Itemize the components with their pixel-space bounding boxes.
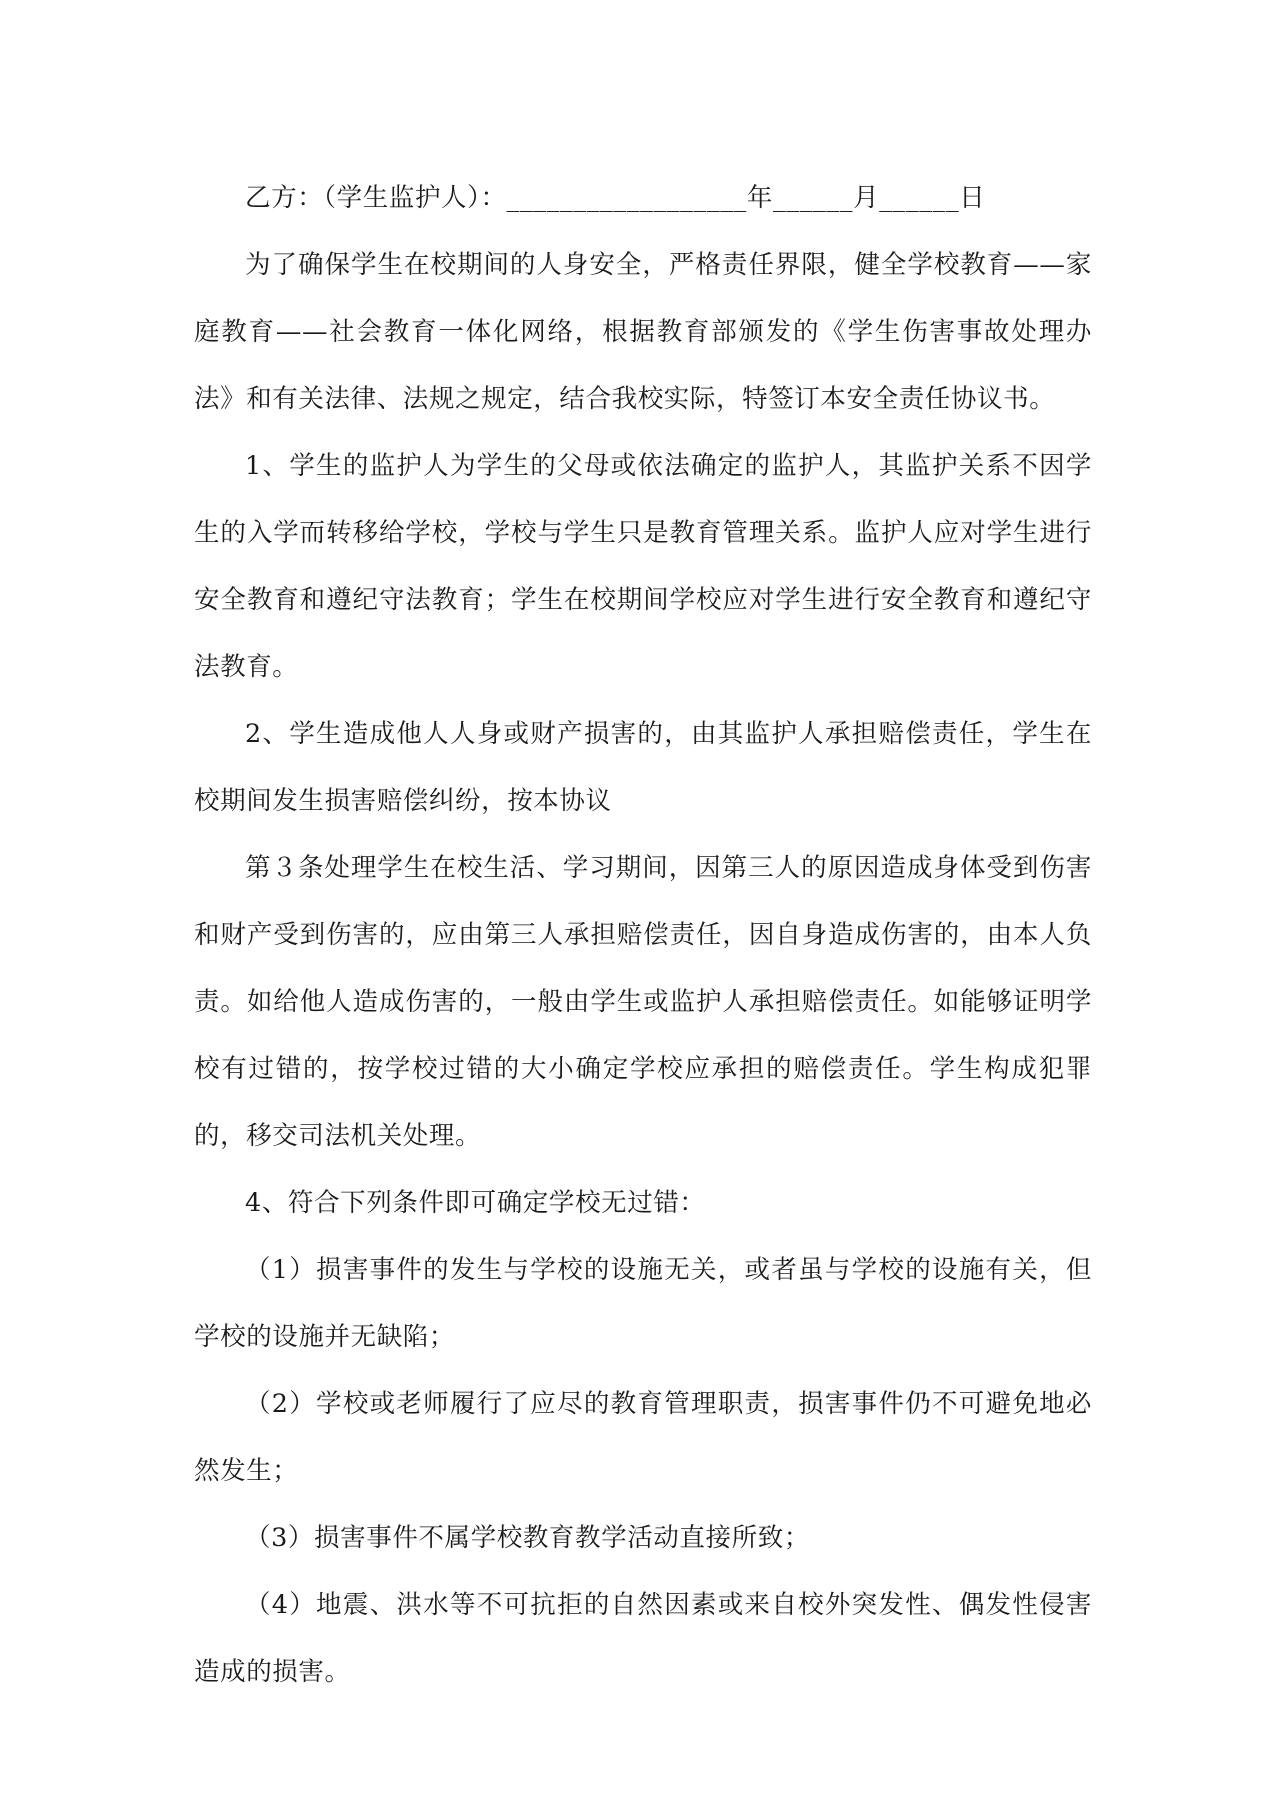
paragraph-clause-4: 4、符合下列条件即可确定学校无过错： bbox=[245, 1188, 706, 1218]
paragraph-clause-3: 第３条处理学生在校生活、学习期间，因第三人的原因造成身体受到伤害和财产受到伤害的，应由第三人承担赔偿责任，因自身造成伤害的，由本人负责。如给他人造成伤害的，一般由学生或监护人承担赔偿责任。如能够证明学校有过错的，按学校过错的大小确定学校应承担的赔偿责任。学生构成犯罪的，移交司法机关处理。 bbox=[194, 853, 1092, 1151]
paragraph-condition-4: （4）地震、洪水等不可抗拒的自然因素或来自校外突发性、偶发性侵害造成的损害。 bbox=[194, 1590, 1092, 1687]
paragraph-intro: 为了确保学生在校期间的人身安全，严格责任界限，健全学校教育——家庭教育——社会教育一体化网络，根据教育部颁发的《学生伤害事故处理办法》和有关法律、法规之规定，结合我校实际，特签订本安全责任协议书。 bbox=[194, 250, 1092, 414]
paragraph-condition-1: （1）损害事件的发生与学校的设施无关，或者虽与学校的设施有关，但学校的设施并无缺陷； bbox=[194, 1255, 1092, 1352]
document-body bbox=[194, 165, 1092, 1706]
paragraph-condition-3: （3）损害事件不属学校教育教学活动直接所致； bbox=[245, 1523, 810, 1553]
paragraph-clause-1: 1、学生的监护人为学生的父母或依法确定的监护人，其监护关系不因学生的入学而转移给学校，学校与学生只是教育管理关系。监护人应对学生进行安全教育和遵纪守法教育；学生在校期间学校应对学生进行安全教育和遵纪守法教育。 bbox=[194, 451, 1092, 682]
party-b-line: 乙方：（学生监护人）：__________________年______月______日 bbox=[245, 183, 986, 213]
paragraph-condition-2: （2）学校或老师履行了应尽的教育管理职责，损害事件仍不可避免地必然发生； bbox=[194, 1389, 1092, 1486]
paragraph-clause-2: 2、学生造成他人人身或财产损害的，由其监护人承担赔偿责任，学生在校期间发生损害赔偿纠纷，按本协议 bbox=[194, 719, 1092, 816]
